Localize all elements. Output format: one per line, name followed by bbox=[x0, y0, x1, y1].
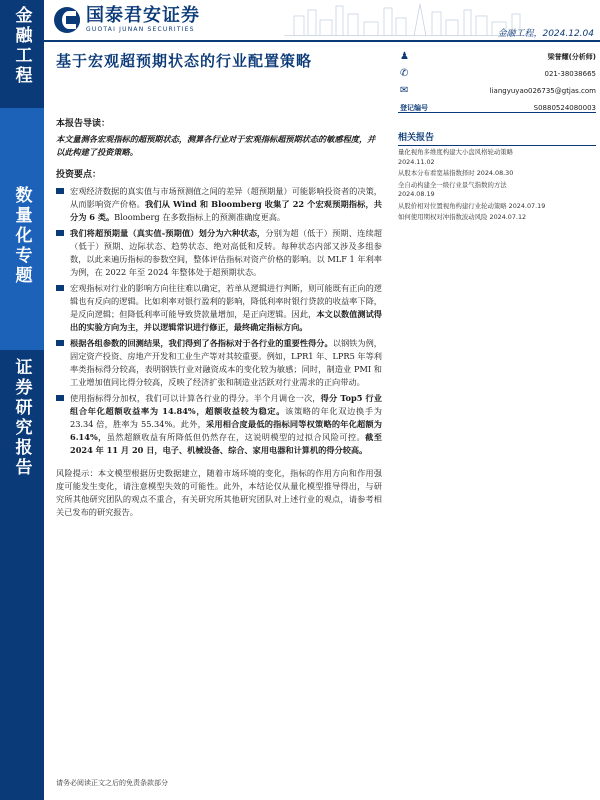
related-reports bbox=[398, 130, 596, 223]
guide-text: 本文量测各宏观指标的超预期状态，测算各行业对于宏观指标超预期状态的敏感程度，并以此构建了投资策略。 bbox=[56, 134, 376, 157]
mail-icon: ✉ bbox=[400, 85, 409, 96]
related-item[interactable]: 从股价相对位置视角构建行业轮动策略 2024.07.19 bbox=[398, 201, 546, 210]
bullet-square-icon bbox=[56, 188, 64, 194]
list-item: 我们将超预期量（真实值-预期值）划分为六种状态，分别为超（低于）预期、连续超（低于）预期、边际状态、趋势状态、绝对高低和反转。每种状态内部又涉及多组参数，以此来遍历指标的参数空间，整体评估指标对资产价格的影响。以 MLF 1 年利率为例，在 2022 年至 2024 年整体处于超预期状态。 bbox=[56, 227, 382, 279]
points-heading: 投资要点： bbox=[56, 170, 102, 180]
risk-warning: 风险提示：本文模型根据历史数据建立，随着市场环境的变化，指标的作用方向和作用强度可能发生变化，请注意模型失效的可能性。此外，本结论仅从量化模型推导得出，与研究所其他研究团队的观点不重合，有关研究所其他研究团队对上述行业的观点，请参考相关已发布的研究报告。 bbox=[56, 468, 382, 517]
author-reg-row bbox=[400, 99, 596, 116]
related-item[interactable]: 如何使用期权对冲指数波动风险 2024.07.12 bbox=[398, 213, 527, 221]
category-date: 金融工程，2024.12.04 bbox=[497, 29, 594, 39]
author-phone-row bbox=[400, 65, 596, 82]
logo-mark-icon bbox=[54, 7, 80, 33]
sidebar-section-top bbox=[0, 0, 44, 108]
guide-heading: 本报告导读： bbox=[56, 119, 111, 129]
bullet-square-icon bbox=[56, 395, 64, 401]
sidebar-section-bottom bbox=[0, 350, 44, 800]
author-divider bbox=[398, 112, 596, 113]
bullet-square-icon bbox=[56, 340, 64, 346]
author-email-row bbox=[400, 82, 596, 99]
sidebar-section-middle bbox=[0, 108, 44, 350]
author-block bbox=[400, 48, 596, 116]
phone-icon: ✆ bbox=[400, 68, 409, 79]
logo-name-en: GUOTAI JUNAN SECURITIES bbox=[86, 26, 195, 33]
page-header bbox=[44, 0, 600, 40]
list-item: 根据各组参数的回测结果，我们得到了各指标对于各行业的重要性得分。以钢铁为例，固定资产投资、房地产开发和工业生产等对其较重要。例如，LPR1 年、LPR5 年等利率类指标得分较高，表明钢铁行业对融资成本的变化较为敏感；同时，制造业 PMI 和工业增加值同比得分较高，反映了经济扩张和制造业活跃对行业需求的正向带动。 bbox=[56, 337, 382, 389]
sidebar-middle-label: 数量化专题 bbox=[11, 186, 32, 286]
report-title: 基于宏观超预期状态的行业配置策略 bbox=[56, 52, 313, 70]
sidebar-bottom-label: 证券研究报告 bbox=[11, 358, 32, 478]
list-item: 宏观指标对行业的影响方向往往难以确定，若单从逻辑进行判断，则可能既有正向的逻辑也有反向的逻辑。比如利率对银行盈利的影响，降低利率时银行贷款的收益率下降，是反向逻辑；但降低利率可能导致贷款量增加，是正向逻辑。因此，本文以数值测试得出的实验方向为主，并以逻辑常识进行修正，最终确定指标方向。 bbox=[56, 282, 382, 334]
logo-name-cn: 国泰君安证券 bbox=[86, 5, 200, 26]
related-item[interactable]: 量化视角多维度构建大小盘风格轮动策略 2024.11.02 bbox=[398, 148, 514, 166]
left-sidebar bbox=[0, 0, 44, 800]
author-name: 梁誉耀(分析师) bbox=[547, 52, 596, 61]
bullet-square-icon bbox=[56, 230, 64, 236]
related-item[interactable]: 从股本分布看宽基指数择时 2024.08.30 bbox=[398, 169, 514, 177]
person-icon: ♟ bbox=[400, 51, 409, 62]
related-item[interactable]: 全自动构建全一级行业景气指数的方法 2024.08.19 bbox=[398, 180, 507, 198]
list-item: 宏观经济数据的真实值与市场预测值之间的差异（超预期量）可能影响投资者的决策，从而影响资产价格。我们从 Wind 和 Bloomberg 收集了 22 个宏观预期指标，共分为 6 类。Bloomberg 在多数指标上的预测准确度更高。 bbox=[56, 185, 382, 224]
author-email[interactable]: liangyuyao026735@gtjas.com bbox=[489, 86, 596, 95]
author-phone: 021-38038665 bbox=[544, 69, 596, 78]
author-name-row bbox=[400, 48, 596, 65]
related-heading: 相关报告 bbox=[398, 130, 596, 146]
main-content bbox=[56, 118, 382, 519]
sidebar-top-label: 金融工程 bbox=[11, 6, 32, 86]
reg-number: S0880524080003 bbox=[533, 103, 596, 112]
footer-disclaimer: 请务必阅读正文之后的免责条款部分 bbox=[56, 779, 168, 787]
reg-label: 登记编号 bbox=[400, 103, 428, 112]
header-divider bbox=[44, 40, 600, 42]
bullet-square-icon bbox=[56, 285, 64, 291]
company-logo bbox=[54, 6, 200, 33]
list-item: 使用指标得分加权，我们可以计算各行业的得分。半个月调仓一次，得分 Top5 行业组合年化超额收益率为 14.84%，超额收益较为稳定。该策略的年化双边换手为 23.34 倍，胜率为 55.34%。此外，采用相合度最低的指标同等权策略的年化超额为 6.14%，虽然超额收益有所降低但仍然存在，这说明模型的过拟合风险可控。截至 2024 年 11 月 20 日，电子、机械设备、综合、家用电器和计算机的得分较高。 bbox=[56, 392, 382, 457]
